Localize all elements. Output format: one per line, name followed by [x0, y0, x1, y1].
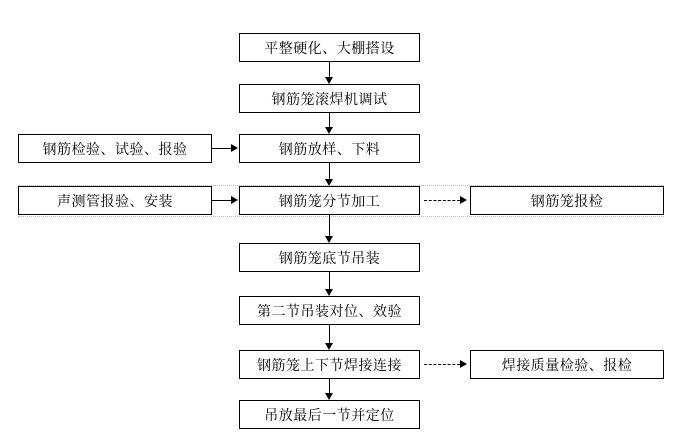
node-site-leveling[interactable]: 平整硬化、大棚搭设	[239, 33, 420, 62]
guide-line-bottom	[18, 216, 664, 217]
connector-n4-n6	[329, 163, 330, 179]
node-cage-inspection-request[interactable]: 钢筋笼报检	[470, 186, 664, 215]
arrowhead-n6-n8	[325, 236, 333, 243]
node-second-section-alignment[interactable]: 第二节吊装对位、效验	[239, 296, 420, 325]
connector-n5-n6	[212, 200, 231, 201]
arrowhead-n2-n4	[325, 127, 333, 134]
arrowhead-n9-n10	[325, 343, 333, 350]
node-final-section-positioning[interactable]: 吊放最后一节并定位	[239, 400, 420, 429]
node-bottom-section-hoisting[interactable]: 钢筋笼底节吊装	[239, 243, 420, 272]
node-cage-sectional-fabrication[interactable]: 钢筋笼分节加工	[239, 186, 420, 215]
arrowhead-n10-n11	[460, 360, 467, 368]
connector-n10-n12	[329, 379, 330, 393]
arrowhead-n4-n6	[325, 179, 333, 186]
node-roll-welder-commissioning[interactable]: 钢筋笼滚焊机调试	[239, 84, 420, 113]
node-section-welding[interactable]: 钢筋笼上下节焊接连接	[239, 350, 420, 379]
connector-n8-n9	[329, 272, 330, 289]
connector-n1-n2	[329, 62, 330, 77]
arrowhead-n8-n9	[325, 289, 333, 296]
arrowhead-n1-n2	[325, 77, 333, 84]
node-weld-quality-inspection[interactable]: 焊接质量检验、报检	[470, 350, 664, 379]
connector-n9-n10	[329, 325, 330, 343]
connector-n6-n8	[329, 215, 330, 236]
connector-n10-n11	[424, 364, 460, 365]
arrowhead-n10-n12	[325, 393, 333, 400]
node-sonic-tube-install[interactable]: 声测管报验、安装	[18, 186, 212, 215]
arrowhead-n5-n6	[231, 196, 238, 204]
connector-n2-n4	[329, 113, 330, 127]
connector-n3-n4	[212, 148, 231, 149]
arrowhead-n6-n7	[460, 196, 467, 204]
arrowhead-n3-n4	[231, 144, 238, 152]
node-rebar-layout-cutting[interactable]: 钢筋放样、下料	[239, 134, 420, 163]
node-rebar-inspection[interactable]: 钢筋检验、试验、报验	[18, 134, 212, 163]
connector-n6-n7	[424, 200, 460, 201]
